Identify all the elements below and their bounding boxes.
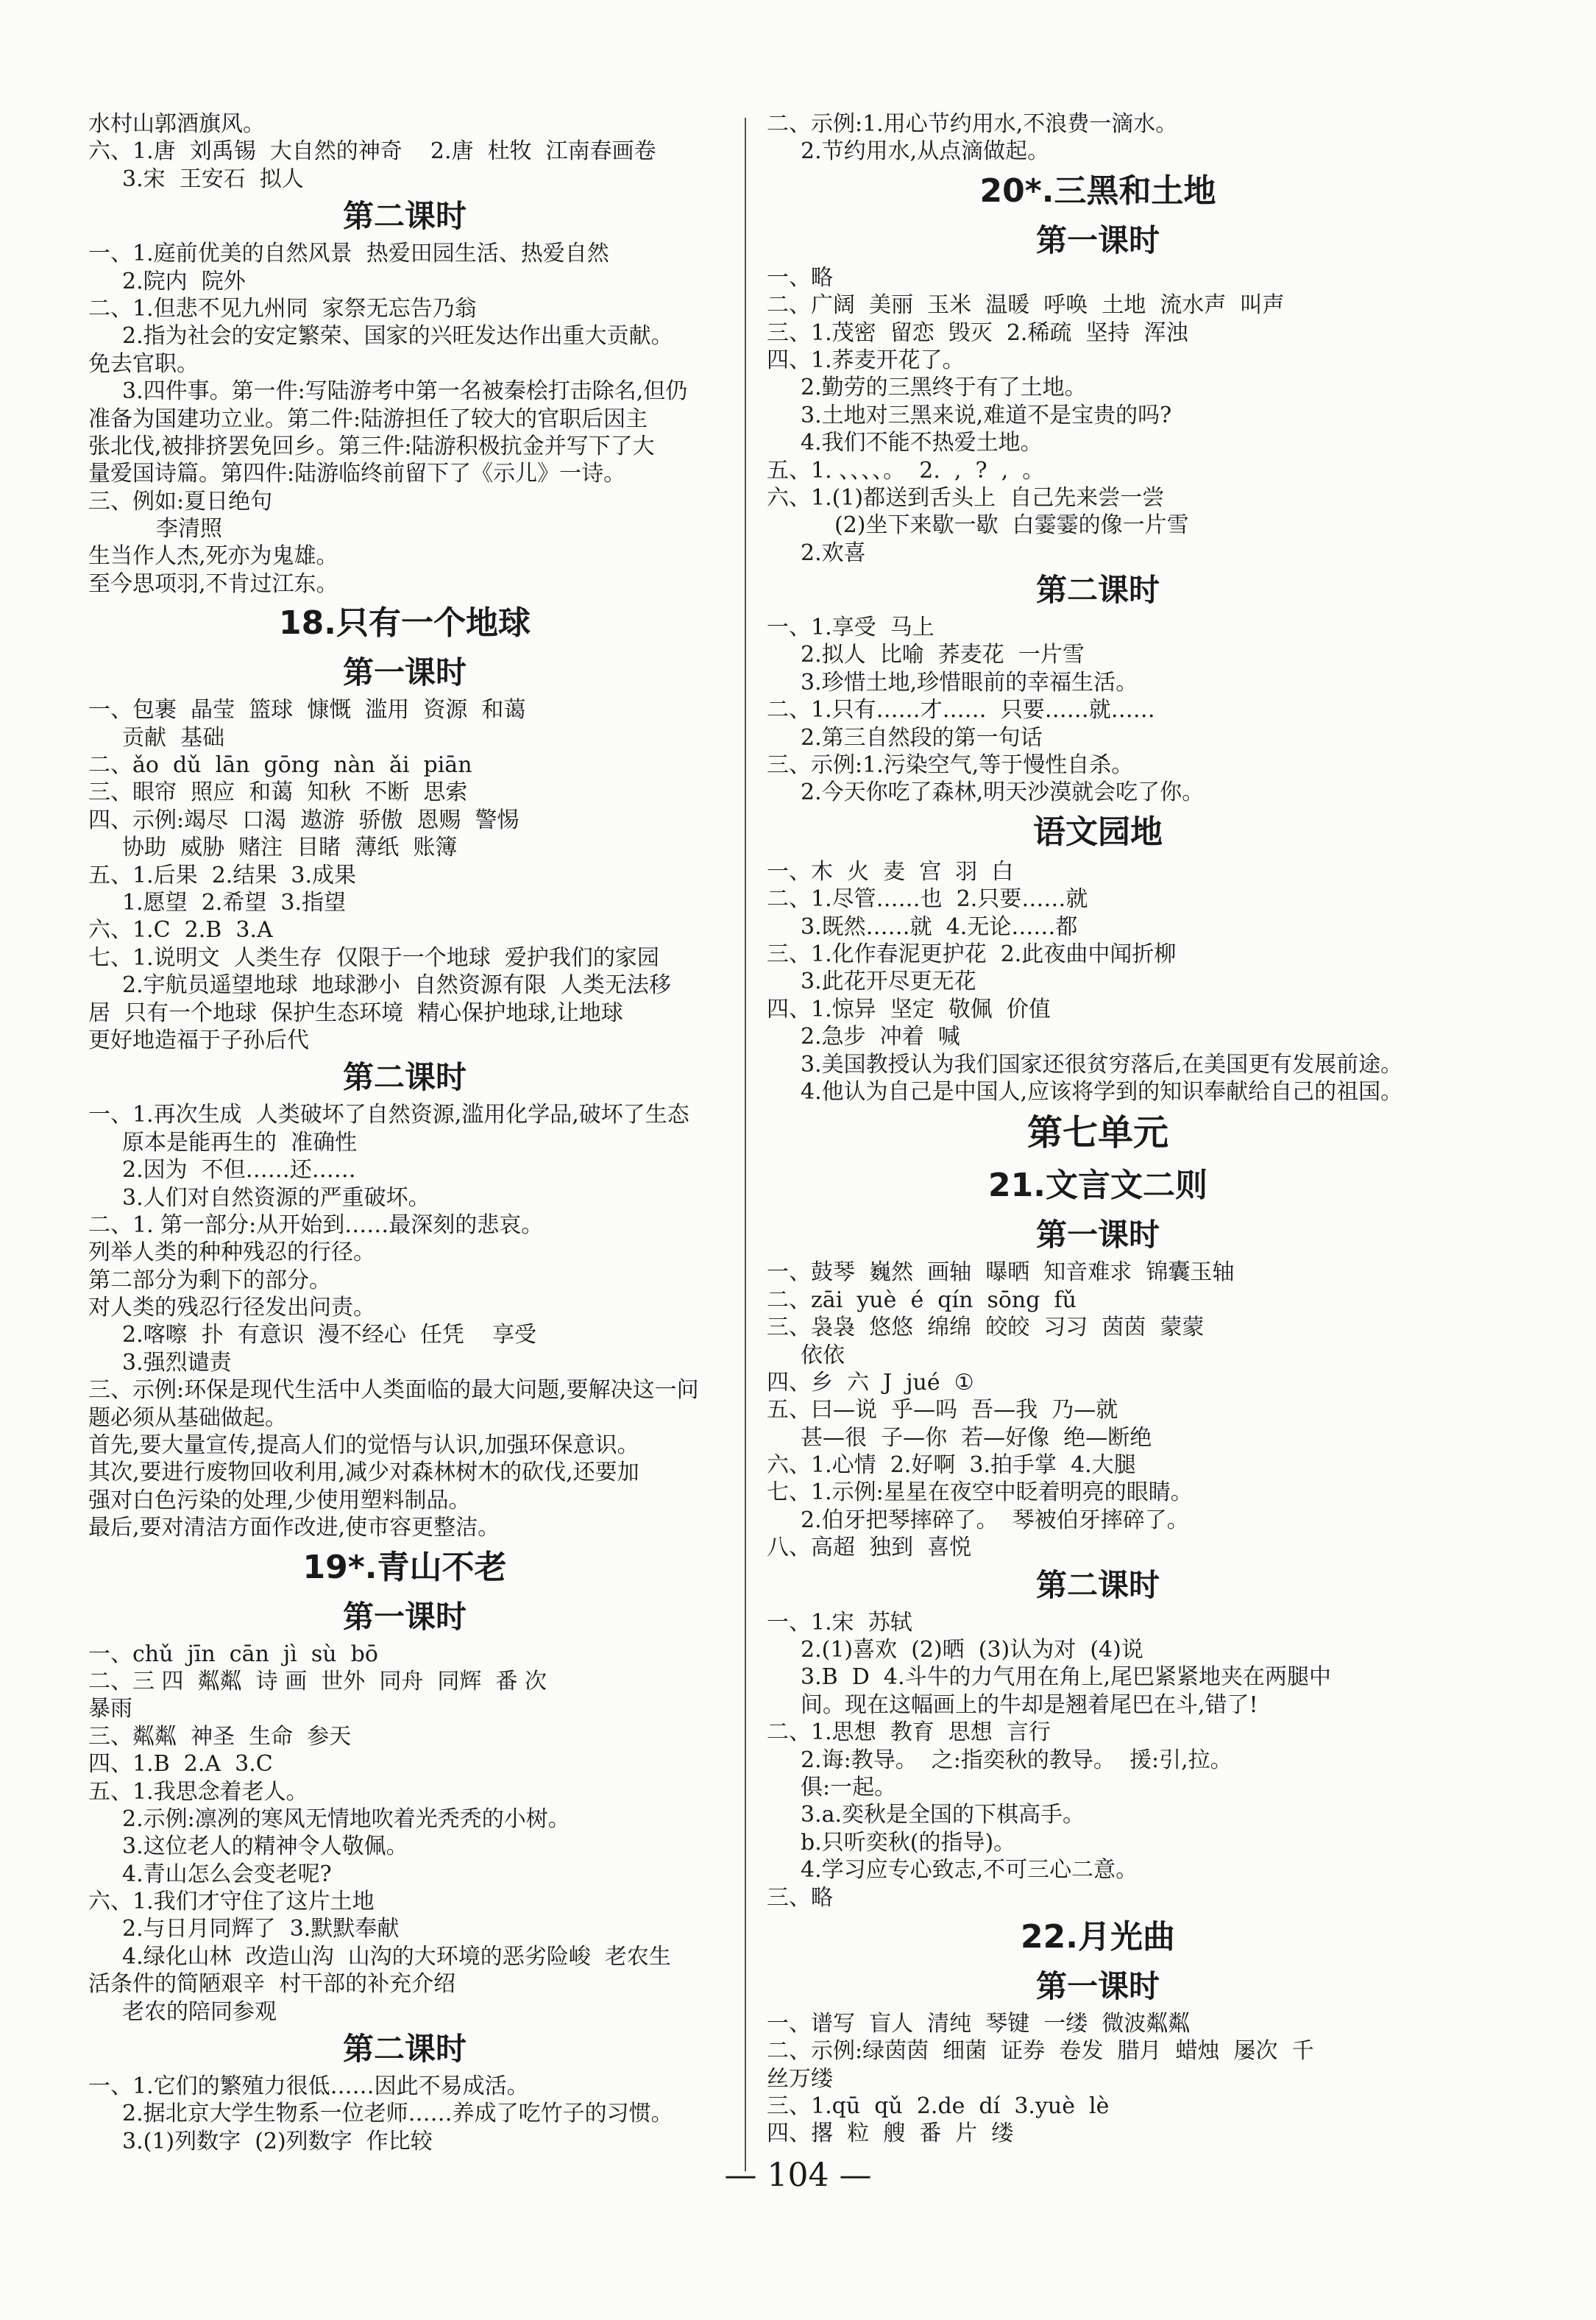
answer-line: 居 只有一个地球 保护生态环境 精心保护地球,让地球 <box>88 1000 623 1026</box>
answer-line: 二、1.但悲不见九州同 家祭无忘告乃翁 <box>88 295 477 322</box>
answer-line: 4.我们不能不热爱土地。 <box>801 430 1043 456</box>
answer-line: 三、粼粼 神圣 生命 参天 <box>88 1723 352 1750</box>
column-divider <box>745 118 746 2171</box>
answer-line: 一、1.宋 苏轼 <box>767 1609 912 1635</box>
lesson-title: 20*.三黑和土地 <box>979 171 1216 210</box>
answer-line: 六、1.唐 刘禹锡 大自然的神奇 2.唐 杜牧 江南春画卷 <box>88 138 656 165</box>
answer-line: 六、1.C 2.B 3.A <box>88 917 273 944</box>
answer-line: 五、曰—说 乎—吗 吾—我 乃—就 <box>767 1397 1118 1424</box>
answer-line: 四、1.B 2.A 3.C <box>88 1751 273 1778</box>
unit-title: 第七单元 <box>1026 1112 1168 1154</box>
answer-line: 五、1.我思念着老人。 <box>88 1778 308 1805</box>
answer-line: 五、1.后果 2.结果 3.成果 <box>88 862 357 888</box>
answer-line: 六、1.心情 2.好啊 3.拍手掌 4.大腿 <box>767 1452 1136 1479</box>
answer-line: 3.美国教授认为我们国家还很贫穷落后,在美国更有发展前途。 <box>801 1051 1403 1078</box>
answer-line: b.只听奕秋(的指导)。 <box>801 1829 1016 1856</box>
answer-line: 2.因为 不但……还…… <box>122 1157 356 1184</box>
section-heading: 第一课时 <box>1035 1217 1160 1253</box>
answer-line: 间。现在这幅画上的牛却是翘着尾巴在斗,错了! <box>801 1691 1258 1718</box>
answer-line: 三、略 <box>767 1884 833 1911</box>
right-column <box>767 110 1429 2148</box>
answer-line: 二、示例:绿茵茵 细菌 证券 卷发 腊月 蜡烛 屡次 千 <box>767 2038 1314 2065</box>
answer-line: 二、三 四 粼粼 诗 画 世外 同舟 同辉 番 次 <box>88 1668 547 1694</box>
answer-line: 二、广阔 美丽 玉米 温暖 呼唤 土地 流水声 叫声 <box>767 292 1285 319</box>
answer-line: 列举人类的种种残忍的行径。 <box>88 1239 375 1266</box>
answer-line: 3.宋 王安石 拟人 <box>122 166 304 192</box>
answer-line: 七、1.示例:星星在夜空中眨着明亮的眼睛。 <box>767 1479 1193 1506</box>
section-heading: 第一课时 <box>1035 1967 1160 2004</box>
answer-line: 水村山郭酒旗风。 <box>88 111 265 137</box>
answer-line: 老农的陪同参观 <box>122 1998 277 2025</box>
answer-line: 3.四件事。第一件:写陆游考中第一名被秦桧打击除名,但仍 <box>122 378 688 405</box>
answer-line: 4.青山怎么会变老呢? <box>122 1861 332 1887</box>
answer-line: 四、1.惊异 坚定 敬佩 价值 <box>767 996 1051 1022</box>
answer-line: 六、1.(1)都送到舌头上 自己先来尝一尝 <box>767 484 1165 511</box>
answer-line: 依依 <box>801 1342 845 1368</box>
answer-line: 2.欢喜 <box>801 540 866 566</box>
answer-line: 张北伐,被排挤罢免回乡。第三件:陆游积极抗金并写下了大 <box>88 433 655 459</box>
answer-line: 其次,要进行废物回收利用,减少对森林树木的砍伐,还要加 <box>88 1460 639 1486</box>
answer-line: 4.学习应专心致志,不可三心二意。 <box>801 1857 1138 1884</box>
section-heading: 第二课时 <box>1035 1566 1160 1603</box>
answer-line: 免去官职。 <box>88 350 199 377</box>
answer-line: 更好地造福于子孙后代 <box>88 1027 309 1053</box>
answer-line: 三、示例:环保是现代生活中人类面临的最大问题,要解决这一问 <box>88 1377 699 1404</box>
answer-line: 甚—很 子—你 若—好像 绝—断绝 <box>801 1424 1152 1451</box>
answer-line: 3.B D 4.斗牛的力气用在角上,尾巴紧紧地夹在两腿中 <box>801 1664 1332 1691</box>
answer-line: 对人类的残忍行径发出问责。 <box>88 1295 375 1321</box>
answer-line: 3.这位老人的精神令人敬佩。 <box>122 1833 408 1860</box>
answer-line: 一、1.再次生成 人类破坏了自然资源,滥用化学品,破坏了生态 <box>88 1102 689 1128</box>
answer-line: 三、1.化作春泥更护花 2.此夜曲中闻折柳 <box>767 941 1177 967</box>
answer-line: 4.他认为自己是中国人,应该将学到的知识奉献给自己的祖国。 <box>801 1078 1403 1105</box>
answer-line: 4.绿化山林 改造山沟 山沟的大环境的恶劣险峻 老农生 <box>122 1943 671 1970</box>
answer-line: 首先,要大量宣传,提高人们的觉悟与认识,加强环保意识。 <box>88 1432 639 1459</box>
answer-line: 2.第三自然段的第一句话 <box>801 724 1043 751</box>
section-heading: 第二课时 <box>342 198 467 235</box>
answer-line: 三、1.茂密 留恋 毁灭 2.稀疏 坚持 浑浊 <box>767 319 1188 346</box>
answer-line: 3.此花开尽更无花 <box>801 969 976 995</box>
answer-line: 2.诲:教导。 之:指奕秋的教导。 援:引,拉。 <box>801 1747 1233 1773</box>
answer-line: 丝万缕 <box>767 2065 833 2092</box>
answer-line: 3.a.奕秋是全国的下棋高手。 <box>801 1802 1085 1828</box>
answer-line: 3.人们对自然资源的严重破坏。 <box>122 1184 430 1211</box>
answer-line: 一、1.它们的繁殖力很低……因此不易成活。 <box>88 2073 529 2100</box>
answer-line: 四、示例:竭尽 口渴 遨游 骄傲 恩赐 警惕 <box>88 807 519 833</box>
answer-line: 三、眼帘 照应 和蔼 知秋 不断 思索 <box>88 779 468 806</box>
answer-line: 2.院内 院外 <box>122 268 246 294</box>
answer-line: 二、示例:1.用心节约用水,不浪费一滴水。 <box>767 111 1178 137</box>
answer-line: 2.节约用水,从点滴做起。 <box>801 138 1050 165</box>
lesson-title: 19*.青山不老 <box>302 1548 507 1586</box>
answer-line: 二、ǎo dǔ lān gōng nàn ǎi piān <box>88 752 472 779</box>
answer-line: 3.强烈谴责 <box>122 1349 232 1376</box>
answer-line: 五、1. 、、、、。 2. , ? , 。 <box>767 457 1045 484</box>
answer-line: 俱:一起。 <box>801 1774 897 1800</box>
answer-line: 2.伯牙把琴摔碎了。 琴被伯牙摔碎了。 <box>801 1507 1189 1533</box>
section-heading: 第二课时 <box>1035 572 1160 609</box>
answer-line: 2.指为社会的安定繁荣、国家的兴旺发达作出重大贡献。 <box>122 323 673 350</box>
answer-line: 四、乡 六 J jué ① <box>767 1369 974 1396</box>
answer-line: 一、鼓琴 巍然 画轴 曝晒 知音难求 锦囊玉轴 <box>767 1259 1235 1286</box>
lesson-title: 22.月光曲 <box>1021 1917 1175 1956</box>
answer-line: 七、1.说明文 人类生存 仅限于一个地球 爱护我们的家园 <box>88 944 659 971</box>
answer-line: 三、例如:夏日绝句 <box>88 488 273 514</box>
answer-line: 李清照 <box>156 516 222 542</box>
answer-line: 一、木 火 麦 宫 羽 白 <box>767 858 1014 885</box>
answer-line: 一、1.庭前优美的自然风景 热爱田园生活、热爱自然 <box>88 241 609 267</box>
answer-line: 二、1. 第一部分:从开始到……最深刻的悲哀。 <box>88 1212 544 1238</box>
answer-line: 二、1.只有……才…… 只要……就…… <box>767 697 1155 724</box>
answer-line: 强对白色污染的处理,少使用塑料制品。 <box>88 1487 471 1513</box>
answer-line: 原本是能再生的 准确性 <box>122 1129 358 1156</box>
answer-line: 一、略 <box>767 264 833 291</box>
answer-line: 量爱国诗篇。第四件:陆游临终前留下了《示儿》一诗。 <box>88 461 626 487</box>
answer-line: 2.(1)喜欢 (2)晒 (3)认为对 (4)说 <box>801 1637 1143 1663</box>
answer-line: 二、zāi yuè é qín sōng fǔ <box>767 1287 1077 1313</box>
answer-line: 最后,要对清洁方面作改进,使市容更整洁。 <box>88 1515 500 1541</box>
answer-line: 一、chǔ jīn cān jì sù bō <box>88 1641 378 1667</box>
answer-line: 2.拟人 比喻 荞麦花 一片雪 <box>801 642 1085 668</box>
answer-line: 2.据北京大学生物系一位老师……养成了吃竹子的习惯。 <box>122 2101 673 2127</box>
answer-line: 八、高超 独到 喜悦 <box>767 1535 972 1561</box>
answer-line: 3.(1)列数字 (2)列数字 作比较 <box>122 2128 433 2154</box>
answer-line: 暴雨 <box>88 1696 132 1722</box>
lesson-title: 21.文言文二则 <box>988 1167 1207 1205</box>
answer-line: (2)坐下来歇一歇 白霎霎的像一片雪 <box>834 512 1189 539</box>
answer-line: 一、包裹 晶莹 篮球 慷慨 滥用 资源 和蔼 <box>88 697 526 724</box>
page-number: — 104 — <box>724 2157 872 2194</box>
section-heading: 第二课时 <box>342 2031 467 2068</box>
answer-line: 3.珍惜土地,珍惜眼前的幸福生活。 <box>801 669 1138 696</box>
left-column <box>88 110 721 2155</box>
answer-line: 二、1.思想 教育 思想 言行 <box>767 1719 1051 1746</box>
section-heading: 第一课时 <box>1035 222 1160 258</box>
answer-line: 2.与日月同辉了 3.默默奉献 <box>122 1916 400 1942</box>
answer-line: 贡献 基础 <box>122 724 225 751</box>
answer-line: 三、示例:1.污染空气,等于慢性自杀。 <box>767 752 1134 779</box>
answer-line: 1.愿望 2.希望 3.指望 <box>122 889 347 916</box>
answer-line: 三、袅袅 悠悠 绵绵 皎皎 习习 茵茵 蒙蒙 <box>767 1315 1205 1341</box>
answer-line: 一、1.享受 马上 <box>767 615 934 641</box>
answer-line: 三、1.qū qǔ 2.de dí 3.yuè lè <box>767 2093 1110 2120</box>
answer-line: 协助 威胁 赌注 目睹 薄纸 账簿 <box>122 835 458 861</box>
answer-line: 六、1.我们才守住了这片土地 <box>88 1889 375 1915</box>
answer-line: 3.既然……就 4.无论……都 <box>801 913 1078 940</box>
answer-line: 第二部分为剩下的部分。 <box>88 1267 331 1293</box>
answer-line: 2.勤劳的三黑终于有了土地。 <box>801 375 1087 401</box>
answer-line: 至今思项羽,不肯过江东。 <box>88 570 338 597</box>
answer-line: 四、撂 粒 艘 番 片 缕 <box>767 2121 1014 2147</box>
answer-line: 2.示例:凛冽的寒风无情地吹着光秃秃的小树。 <box>122 1806 570 1832</box>
answer-line: 生当作人杰,死亦为鬼雄。 <box>88 543 338 570</box>
answer-line: 2.喀嚓 扑 有意识 漫不经心 任凭 享受 <box>122 1322 537 1348</box>
answer-line: 2.急步 冲着 喊 <box>801 1024 960 1050</box>
lesson-title: 18.只有一个地球 <box>279 604 531 643</box>
answer-line: 2.今天你吃了森林,明天沙漠就会吃了你。 <box>801 779 1205 806</box>
answer-line: 3.土地对三黑来说,难道不是宝贵的吗? <box>801 402 1172 428</box>
answer-line: 一、谱写 盲人 清纯 琴键 一缕 微波粼粼 <box>767 2010 1191 2037</box>
answer-line: 二、1.尽管……也 2.只要……就 <box>767 886 1088 913</box>
answer-line: 题必须从基础做起。 <box>88 1404 287 1431</box>
lesson-title: 语文园地 <box>1033 813 1163 851</box>
answer-line: 2.宇航员遥望地球 地球渺小 自然资源有限 人类无法移 <box>122 972 671 999</box>
answer-line: 活条件的简陋艰辛 村干部的补充介绍 <box>88 1971 456 1998</box>
answer-line: 准备为国建功立业。第二件:陆游担任了较大的官职后因主 <box>88 406 648 432</box>
section-heading: 第一课时 <box>342 654 467 691</box>
section-heading: 第二课时 <box>342 1059 467 1096</box>
answer-line: 四、1.荞麦开花了。 <box>767 347 965 373</box>
section-heading: 第一课时 <box>342 1598 467 1635</box>
